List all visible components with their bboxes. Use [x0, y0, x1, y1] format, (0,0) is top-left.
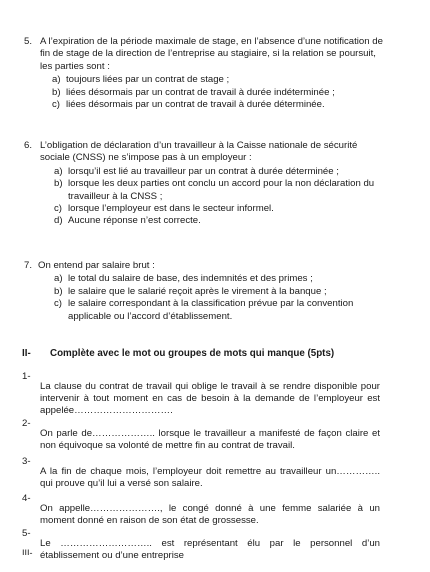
section-numeral: II- [22, 348, 31, 359]
option-c: c) liées désormais par un contrat de travail à durée déterminée. [52, 99, 325, 111]
item-text: A la fin de chaque mois, l’employeur doit remettre au travailleur un………….. qui prouve qu’il lui a versé son salaire. [40, 465, 380, 489]
question-text-line: sociale (CNSS) ne s’impose pas à un employeur : [40, 152, 252, 164]
option-b: b) liées désormais par un contrat de travail à durée indéterminée ; [52, 86, 335, 98]
option-c: c) le salaire correspondant à la classification prévue par la convention applicable ou l’accord d’établissement. [54, 298, 354, 322]
question-text-line: les parties sont : [40, 60, 110, 72]
section-title: Complète avec le mot ou groupes de mots qui manque (5pts) [50, 348, 335, 359]
option-a: a) toujours liées par un contrat de stage ; [52, 74, 230, 86]
item-number: 4- [22, 493, 31, 504]
option-b: b) le salaire que le salarié reçoit après le virement à la banque ; [54, 285, 327, 297]
options-list [52, 74, 384, 111]
option-b: b) lorsque les deux parties ont conclu un accord pour la non déclaration du travailleur à la CNSS ; [54, 178, 375, 202]
question-5 [24, 36, 384, 111]
option-a: a) le total du salaire de base, des indemnités et des primes ; [54, 273, 313, 285]
item-text: La clause du contrat de travail qui oblige le travail à se rendre disponible pour intervenir à tout moment en cas de besoin à la demande de l’employeur est appelée…………………………. [40, 380, 380, 416]
section-heading [22, 348, 334, 359]
question-text-line: On entend par salaire brut : [38, 260, 155, 271]
item-text: Le ……………………….. est représentant élu par le personnel d’un établissement ou d’une entreprise [40, 537, 380, 561]
item-number: 3- [22, 456, 31, 467]
item-text: On appelle…………………., le congé donné à une femme salariée à un moment donné en raison de son état de grossesse. [40, 502, 380, 526]
item-number: 1- [22, 371, 31, 382]
question-number: 7. [24, 260, 33, 271]
item-text: On parle de……………….. lorsque le travailleur a manifesté de façon claire et non équivoque sa volonté de mettre fin au contrat de travail. [40, 427, 380, 451]
option-d: d) Aucune réponse n’est correcte. [54, 215, 201, 227]
question-text-line: L’obligation de déclaration d’un travailleur à la Caisse nationale de sécurité [40, 140, 358, 151]
option-a: a) lorsqu’il est lié au travailleur par un contrat à durée déterminée ; [54, 165, 339, 177]
option-c: c) lorsque l’employeur est dans le secteur informel. [54, 203, 274, 215]
question-number: 6. [24, 140, 33, 151]
question-text-line: fin de stage de la direction de l’entreprise au stagiaire, si la relation se poursuit, [40, 48, 376, 60]
item-number: 2- [22, 418, 31, 429]
fill-item-5 [22, 528, 380, 572]
question-text-line: A l’expiration de la période maximale de stage, en l’absence d’une notification de [40, 36, 383, 47]
question-7 [24, 260, 384, 323]
question-6 [24, 140, 384, 228]
next-section-fragment: III- [22, 548, 33, 555]
options-list [54, 273, 384, 323]
options-list [54, 166, 384, 228]
item-number: 5- [22, 528, 31, 539]
question-number: 5. [24, 36, 33, 47]
